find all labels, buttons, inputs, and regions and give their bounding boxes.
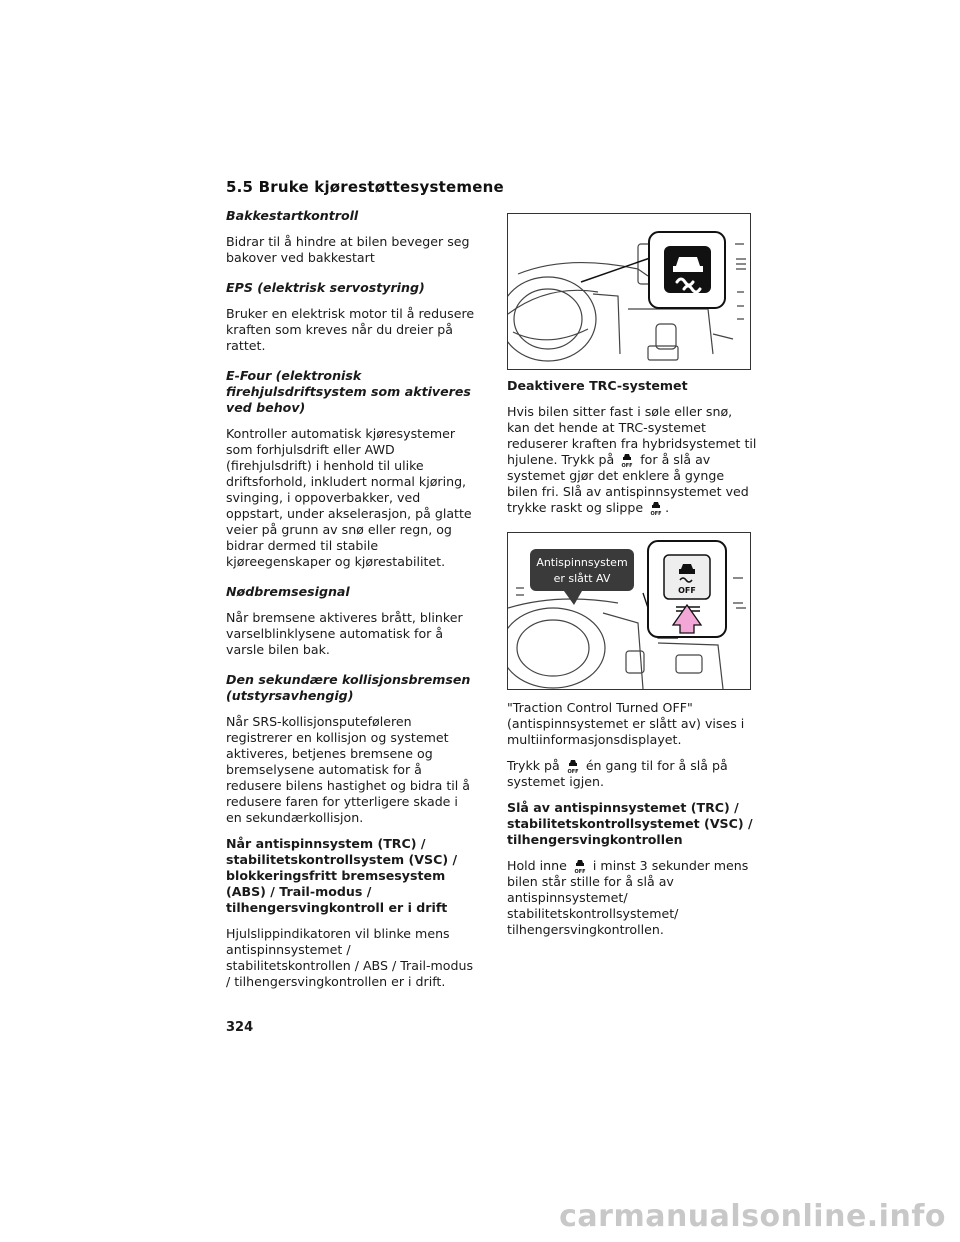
watermark: carmanualsonline.info: [559, 1199, 946, 1234]
trc-off-icon: [620, 452, 634, 468]
left-column: [226, 208, 476, 990]
right-column: [507, 378, 757, 516]
heading-eps: EPS (elektrisk servostyring): [226, 280, 425, 295]
dashboard-illustration: [508, 214, 750, 369]
trc-off-icon: [573, 858, 587, 874]
text-efour: Kontroller automatisk kjøresystemer som forhjulsdrift eller AWD (firehjulsdrift) i henhold til ulike driftsforhold, inkludert normal kjøring, svinging, i oppoverbakker, ved oppstart, under akselerasjon, på glatte veier på grunn av snø eller regn, og bidrar dermed til stabile kjøreegenskaper og kjørestabilitet.: [226, 426, 472, 569]
text-part: .: [665, 500, 670, 515]
heading-turn-off-systems: Slå av antispinnsystemet (TRC) / stabilitetskontrollsystemet (VSC) / tilhengersvingkontrollen: [507, 800, 753, 847]
heading-secondary-brake: Den sekundære kollisjonsbremsen (utstyrsavhengig): [226, 672, 471, 703]
svg-text:OFF: OFF: [621, 463, 633, 468]
center-console-illustration: [508, 533, 750, 689]
button-off-label: OFF: [678, 586, 696, 595]
text-secondary-brake: Når SRS-kollisjonsputeføleren registrerer en kollisjon og systemet aktiveres, betjenes bremsene og bremselysene automatisk for å redusere bilens hastighet og bidra til å redusere faren for ytterligere skade i en sekundærkollisjon.: [226, 714, 470, 825]
figure-slip-indicator: [507, 213, 751, 370]
section-title: 5.5 Bruke kjørestøttesystemene: [226, 178, 504, 196]
text-hill-start: Bidrar til å hindre at bilen beveger seg bakover ved bakkestart: [226, 234, 470, 265]
text-part: Hvis bilen sitter fast i søle eller snø, kan det hende at TRC-systemet reduserer kraften fra hybridsystemet til hjulene. Trykk på: [507, 404, 757, 467]
callout-line-1: Antispinnsystem: [536, 556, 628, 569]
svg-text:OFF: OFF: [567, 769, 579, 774]
text-hold-button: [507, 858, 757, 938]
callout-line-2: er slått AV: [553, 572, 611, 585]
heading-systems-operating: Når antispinnsystem (TRC) / stabilitetskontrollsystem (VSC) / blokkeringsfritt bremsesystem (ABS) / Trail-modus / tilhengersvingkontroll er i drift: [226, 836, 458, 915]
heading-efour: E-Four (elektronisk firehjulsdriftsystem som aktiveres ved behov): [226, 368, 471, 415]
text-eps: Bruker en elektrisk motor til å redusere kraften som kreves når du dreier på rattet.: [226, 306, 475, 353]
right-column-lower: [507, 700, 757, 938]
text-part: Trykk på: [507, 758, 560, 773]
heading-deactivate-trc: Deaktivere TRC-systemet: [507, 378, 688, 393]
text-display-message: "Traction Control Turned OFF" (antispinnsystemet er slått av) vises i multiinformasjonsdisplayet.: [507, 700, 745, 747]
trc-off-icon: [649, 500, 663, 516]
page-number: 324: [226, 1020, 254, 1035]
text-part: én gang til for å slå på systemet igjen.: [507, 758, 728, 789]
heading-emergency-signal: Nødbremsesignal: [226, 584, 350, 599]
text-deactivate-trc: [507, 404, 757, 516]
trc-off-icon: [566, 758, 580, 774]
heading-hill-start: Bakkestartkontroll: [226, 208, 359, 223]
svg-text:OFF: OFF: [650, 511, 662, 516]
svg-text:OFF: OFF: [574, 869, 586, 874]
text-systems-operating: Hjulslippindikatoren vil blinke mens antispinnsystemet / stabilitetskontrollen / ABS / Trail-modus / tilhengersvingkontrollen er i drift.: [226, 926, 474, 989]
text-part: i minst 3 sekunder mens bilen står stille for å slå av antispinnsystemet/ stabilitetskontrollsystemet/ tilhengersvingkontrollen.: [507, 858, 749, 937]
text-part: for å slå av systemet gjør det enklere å gynge bilen fri. Slå av antispinnsystemet ved trykke raskt og slippe: [507, 452, 749, 515]
text-part: Hold inne: [507, 858, 567, 873]
text-press-again: [507, 758, 757, 790]
figure-trc-off-button: [507, 532, 751, 690]
text-emergency-signal: Når bremsene aktiveres brått, blinker varselblinklysene automatisk for å varsle bilen bak.: [226, 610, 463, 657]
